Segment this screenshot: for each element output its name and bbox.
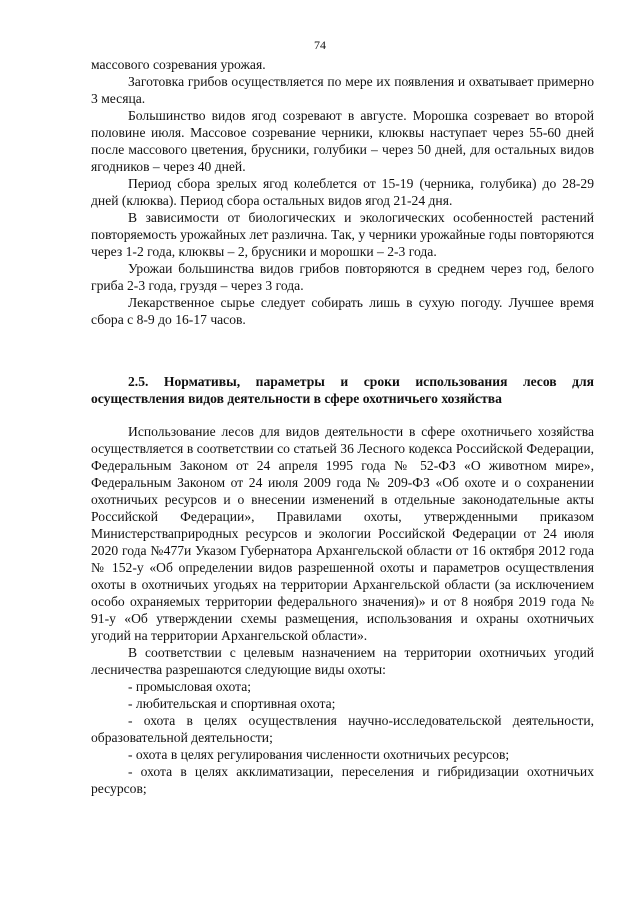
hunting-type-item: - охота в целях регулирования численности охотничьих ресурсов;: [128, 747, 510, 762]
hunting-type-item: - охота в целях осуществления научно-исследовательской деятельности, образовательной деятельности;: [91, 713, 594, 745]
paragraph: Лекарственное сырье следует собирать лишь в сухую погоду. Лучшее время сбора с 8-9 до 16-17 часов.: [91, 295, 594, 327]
paragraph: Использование лесов для видов деятельности в сфере охотничьего хозяйства осуществляется в соответствии со статьей 36 Лесного кодекса Российской Федерации, Федеральным Законом от 24 апреля 1995 года № 52-ФЗ «О животном мире», Федеральным Законом от 24 июля 2009 года № 209-ФЗ «Об охоте и о сохранении охотничьих ресурсов и о внесении изменений в отдельные законодательные акты Российской Федерации», Правилами охоты, утвержденными приказом Министерстваприродных ресурсов и экологии Российской Федерации от 24 июля 2020 года №477и Указом Губернатора Архангельской области от 16 октября 2012 года № 152-у «Об определении видов разрешенной охоты и параметров осуществления охоты в охотничьих угодьях на территории Архангельской области (за исключением особо охраняемых территории федерального значения)» и от 8 ноября 2019 года № 91-у «Об утверждении схемы размещения, использования и охраны охотничьих угодий на территории Архангельской области».: [91, 424, 594, 643]
paragraph: Большинство видов ягод созревают в августе. Морошка созревает во второй половине июля. Массовое созревание черники, клюквы наступает через 55-60 дней после массового цветения, брусники, голубики – через 50 дней, для остальных видов ягодников – через 40 дней.: [91, 108, 594, 174]
paragraph: Заготовка грибов осуществляется по мере их появления и охватывает примерно 3 месяца.: [91, 74, 594, 106]
paragraph: Урожаи большинства видов грибов повторяются в среднем через год, белого гриба 2-3 года, груздя – через 3 года.: [91, 261, 594, 293]
hunting-type-item: - охота в целях акклиматизации, переселения и гибридизации охотничьих ресурсов;: [91, 764, 594, 796]
paragraph: В соответствии с целевым назначением на территории охотничьих угодий лесничества разрешаются следующие виды охоты:: [91, 645, 594, 677]
paragraph: В зависимости от биологических и экологических особенностей растений повторяемость урожайных лет различна. Так, у черники урожайные годы повторяются через 1-2 года, клюквы – 2, брусники и морошки – 2-3 года.: [91, 210, 594, 259]
hunting-type-item: - любительская и спортивная охота;: [128, 696, 336, 711]
section-heading: 2.5. Нормативы, параметры и сроки использования лесов для осуществления видов деятельности в сфере охотничьего хозяйства: [91, 374, 594, 406]
paragraph: массового созревания урожая.: [91, 57, 266, 72]
paragraph: Период сбора зрелых ягод колеблется от 15-19 (черника, голубика) до 28-29 дней (клюква). Период сбора остальных видов ягод 21-24 дня.: [91, 176, 594, 208]
page-content: [91, 56, 594, 797]
page-number: 74: [314, 38, 326, 52]
hunting-type-item: - промысловая охота;: [128, 679, 252, 694]
